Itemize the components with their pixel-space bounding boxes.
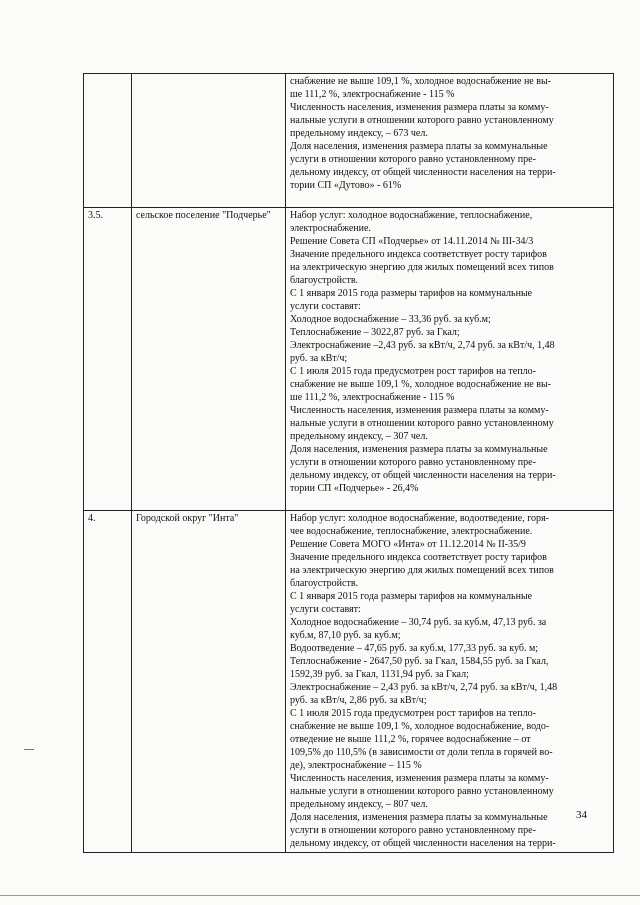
description-line: тории СП «Дутово» - 61% bbox=[290, 180, 402, 191]
description-line: Численность населения, изменения размера платы за комму- bbox=[290, 773, 549, 784]
description-line: Теплоснабжение – 3022,87 руб. за Гкал; bbox=[290, 327, 460, 338]
description-line: Доля населения, изменения размера платы за коммунальные bbox=[290, 444, 548, 455]
cell-spacer bbox=[290, 495, 609, 508]
description-line: электроснабжение. bbox=[290, 223, 371, 234]
description-line: на электрическую энергию для жилых помещений всех типов bbox=[290, 565, 554, 576]
description-line: услуги в отношении которого равно установленному пре- bbox=[290, 154, 536, 165]
row-number-cell bbox=[84, 511, 132, 853]
cell-spacer bbox=[290, 192, 609, 205]
row-number-cell bbox=[84, 208, 132, 511]
municipality-name-cell bbox=[132, 511, 286, 853]
description-line: С 1 июля 2015 года предусмотрен рост тарифов на тепло- bbox=[290, 708, 536, 719]
description-line: услуги составят: bbox=[290, 301, 361, 312]
description-line: чее водоснабжение, теплоснабжение, электроснабжение. bbox=[290, 526, 533, 537]
row-number-cell bbox=[84, 74, 132, 208]
tariff-description-cell bbox=[286, 511, 614, 853]
description-line: С 1 июля 2015 года предусмотрен рост тарифов на тепло- bbox=[290, 366, 536, 377]
description-line: С 1 января 2015 года размеры тарифов на коммунальные bbox=[290, 288, 533, 299]
description-line: дельному индексу, от общей численности населения на терри- bbox=[290, 167, 556, 178]
description-line: дельному индексу, от общей численности населения на терри- bbox=[290, 470, 556, 481]
description-line: нальные услуги в отношении которого равно установленному bbox=[290, 418, 554, 429]
description-line: Значение предельного индекса соответствует росту тарифов bbox=[290, 249, 547, 260]
description-line: ше 111,2 %, электроснабжение - 115 % bbox=[290, 89, 455, 100]
municipality-name: Городской округ "Инта" bbox=[136, 513, 239, 524]
municipality-name-cell bbox=[132, 74, 286, 208]
description-line: предельному индексу, – 307 чел. bbox=[290, 431, 428, 442]
tariff-description-cell bbox=[286, 208, 614, 511]
description-line: С 1 января 2015 года размеры тарифов на коммунальные bbox=[290, 591, 533, 602]
description-line: предельному индексу, – 807 чел. bbox=[290, 799, 428, 810]
description-line: руб. за кВт/ч; bbox=[290, 353, 348, 364]
description-line: куб.м, 87,10 руб. за куб.м; bbox=[290, 630, 401, 641]
description-line: руб. за кВт/ч, 2,86 руб. за кВт/ч; bbox=[290, 695, 427, 706]
description-line: 109,5% до 110,5% (в зависимости от доли тепла в горячей во- bbox=[290, 747, 553, 758]
description-line: Водоотведение – 47,65 руб. за куб.м, 177,33 руб. за куб. м; bbox=[290, 643, 539, 654]
row-number: 4. bbox=[88, 513, 96, 524]
description-line: Доля населения, изменения размера платы за коммунальные bbox=[290, 812, 548, 823]
description-line: Набор услуг: холодное водоснабжение, теплоснабжение, bbox=[290, 210, 533, 221]
description-line: благоустройств. bbox=[290, 275, 359, 286]
description-line: Электроснабжение –2,43 руб. за кВт/ч, 2,74 руб. за кВт/ч, 1,48 bbox=[290, 340, 555, 351]
description-line: Значение предельного индекса соответствует росту тарифов bbox=[290, 552, 547, 563]
table-row bbox=[84, 208, 614, 511]
municipality-name: сельское поселение "Подчерье" bbox=[136, 210, 271, 221]
description-line: нальные услуги в отношении которого равно установленному bbox=[290, 115, 554, 126]
description-line: услуги в отношении которого равно установленному пре- bbox=[290, 457, 536, 468]
description-line: дельному индексу, от общей численности населения на терри- bbox=[290, 838, 556, 849]
description-line: услуги составят: bbox=[290, 604, 361, 615]
description-line: Численность населения, изменения размера платы за комму- bbox=[290, 102, 549, 113]
description-line: снабжение не выше 109,1 %, холодное водоснабжение, водо- bbox=[290, 721, 550, 732]
description-line: отведение не выше 111,2 %, горячее водоснабжение – от bbox=[290, 734, 531, 745]
description-line: Решение Совета МОГО «Инта» от 11.12.2014 № II-35/9 bbox=[290, 539, 526, 550]
page-number: 34 bbox=[576, 809, 587, 821]
description-line: Электроснабжение – 2,43 руб. за кВт/ч, 2,74 руб. за кВт/ч, 1,48 bbox=[290, 682, 558, 693]
description-line: де), электроснабжение – 115 % bbox=[290, 760, 422, 771]
description-line: на электрическую энергию для жилых помещений всех типов bbox=[290, 262, 554, 273]
description-line: тории СП «Подчерье» - 26,4% bbox=[290, 483, 419, 494]
municipality-name-cell bbox=[132, 208, 286, 511]
tariff-description-cell bbox=[286, 74, 614, 208]
description-line: Решение Совета СП «Подчерье» от 14.11.2014 № III-34/3 bbox=[290, 236, 534, 247]
description-line: 1592,39 руб. за Гкал, 1131,94 руб. за Гкал; bbox=[290, 669, 469, 680]
description-line: снабжение не выше 109,1 %, холодное водоснабжение не вы- bbox=[290, 379, 552, 390]
description-line: услуги в отношении которого равно установленному пре- bbox=[290, 825, 536, 836]
description-line: Холодное водоснабжение – 30,74 руб. за куб.м, 47,13 руб. за bbox=[290, 617, 547, 628]
description-line: Доля населения, изменения размера платы за коммунальные bbox=[290, 141, 548, 152]
description-line: Набор услуг: холодное водоснабжение, водоотведение, горя- bbox=[290, 513, 549, 524]
description-line: предельному индексу, – 673 чел. bbox=[290, 128, 428, 139]
description-line: благоустройств. bbox=[290, 578, 359, 589]
margin-mark bbox=[24, 749, 34, 750]
description-line: Теплоснабжение - 2647,50 руб. за Гкал, 1584,55 руб. за Гкал, bbox=[290, 656, 549, 667]
tariff-table-body bbox=[84, 74, 614, 853]
description-line: нальные услуги в отношении которого равно установленному bbox=[290, 786, 554, 797]
description-line: Холодное водоснабжение – 33,36 руб. за куб.м; bbox=[290, 314, 491, 325]
description-line: снабжение не выше 109,1 %, холодное водоснабжение не вы- bbox=[290, 76, 552, 87]
description-line: ше 111,2 %, электроснабжение - 115 % bbox=[290, 392, 455, 403]
table-row bbox=[84, 74, 614, 208]
row-number: 3.5. bbox=[88, 210, 103, 221]
table-row bbox=[84, 511, 614, 853]
tariff-table bbox=[83, 73, 614, 853]
description-line: Численность населения, изменения размера платы за комму- bbox=[290, 405, 549, 416]
bottom-rule bbox=[0, 895, 640, 896]
